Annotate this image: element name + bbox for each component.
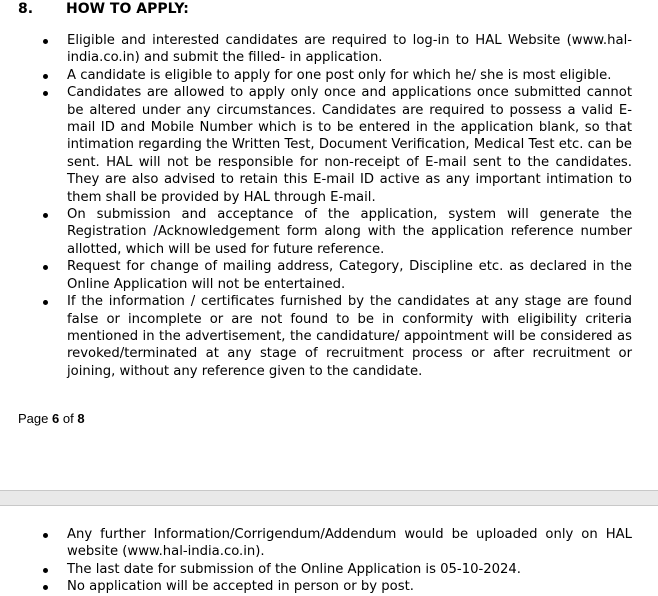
bullet-icon [43,74,48,79]
list-item: No application will be accepted in person or by post. [0,578,658,595]
page-current: 6 [52,411,60,426]
section-title: HOW TO APPLY: [66,1,189,17]
section-heading [0,0,658,18]
page-7 [0,506,658,595]
list-item: On submission and acceptance of the application, system will generate the Registration /Acknowledgement form along with the application reference number allotted, which will be used for future reference. [0,206,658,258]
list-item: Eligible and interested candidates are required to log-in to HAL Website (www.hal-india.co.in) and submit the filled- in application. [0,32,658,67]
bullet-icon [43,568,48,573]
page-label: Page [18,411,49,426]
bullet-icon [43,91,48,96]
list-item: If the information / certificates furnished by the candidates at any stage are found false or incomplete or are not found to be in conformity with eligibility criteria mentioned in the advertisement, the candidature/ appointment will be considered as revoked/terminated at any stage of recruitment process or after recruitment or joining, without any reference given to the candidate. [0,293,658,380]
page-footer [18,411,85,427]
list-item: Candidates are allowed to apply only once and applications once submitted cannot be altered under any circumstances. Candidates are required to possess a valid E-mail ID and Mobile Number which is to be entered in the application blank, so that intimation regarding the Written Test, Document Verification, Medical Test etc. can be sent. HAL will not be responsible for non-receipt of E-mail sent to the candidates. They are also advised to retain this E-mail ID active as any important intimation to them shall be provided by HAL through E-mail. [0,84,658,206]
bullet-icon [43,39,48,44]
page-total: 8 [77,411,85,426]
bullet-icon [43,213,48,218]
bullet-icon [43,300,48,305]
instructions-list-continued [0,526,658,596]
instructions-list [0,32,658,380]
bullet-icon [43,265,48,270]
list-item: The last date for submission of the Online Application is 05-10-2024. [0,561,658,578]
list-item: Request for change of mailing address, Category, Discipline etc. as declared in the Online Application will not be entertained. [0,258,658,293]
bullet-icon [43,533,48,538]
of-label: of [62,411,74,426]
list-item: A candidate is eligible to apply for one post only for which he/ she is most eligible. [0,67,658,84]
bullet-icon [43,585,48,590]
section-number: 8. [18,1,34,17]
list-item: Any further Information/Corrigendum/Addendum would be uploaded only on HAL website (www.hal-india.co.in). [0,526,658,561]
page-separator [0,490,658,506]
